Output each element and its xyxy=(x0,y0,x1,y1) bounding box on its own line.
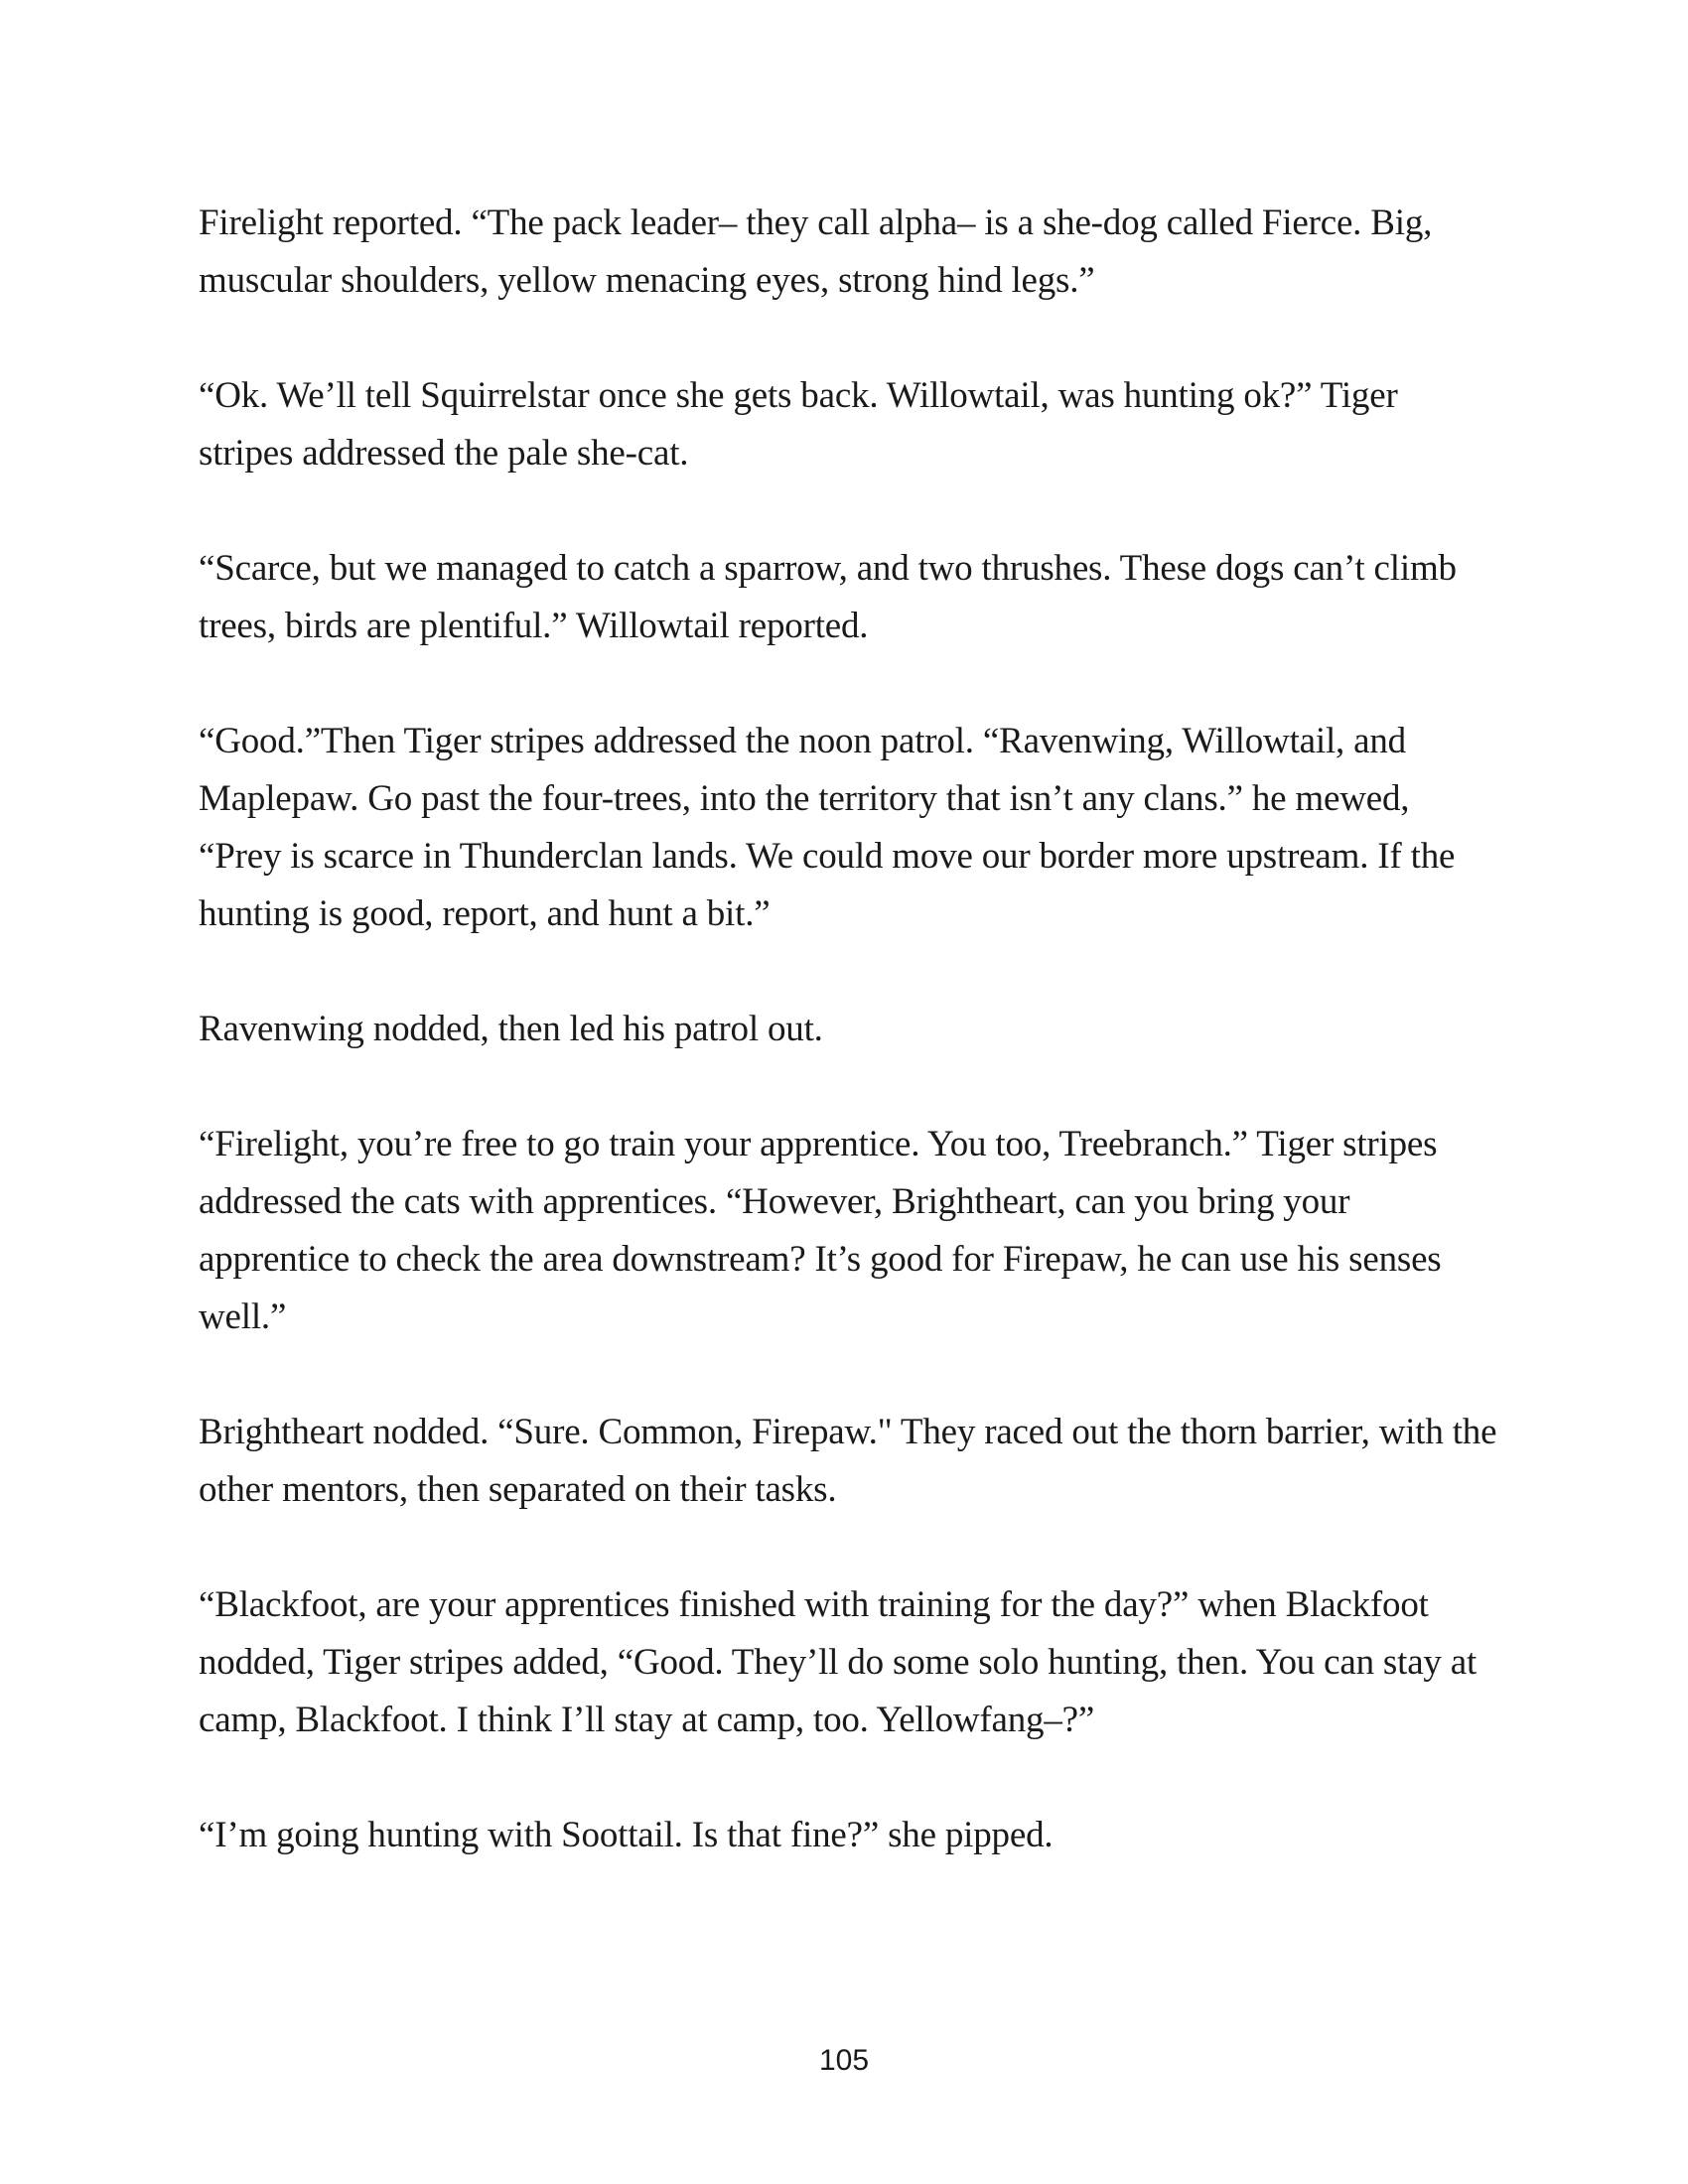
page-number: 105 xyxy=(818,2044,870,2077)
paragraph-1: Firelight reported. “The pack leader– they call alpha– is a she-dog called Fierce. Big, muscular shoulders, yellow menacing eyes, strong hind legs.” xyxy=(199,203,1433,301)
paragraph-3: “Scarce, but we managed to catch a sparrow, and two thrushes. These dogs can’t climb trees, birds are plentiful.” Willowtail reported. xyxy=(199,548,1457,646)
paragraph-5: Ravenwing nodded, then led his patrol out. xyxy=(199,1009,823,1049)
paragraph-6: “Firelight, you’re free to go train your apprentice. You too, Treebranch.” Tiger stripes addressed the cats with apprentices. “However, Brightheart, can you bring your apprentice to check the area downstream? It’s good for Firepaw, he can use his senses well.” xyxy=(199,1124,1442,1337)
paragraph-2: “Ok. We’ll tell Squirrelstar once she gets back. Willowtail, was hunting ok?” Tiger stripes addressed the pale she-cat. xyxy=(199,375,1398,474)
paragraph-9: “I’m going hunting with Soottail. Is that fine?” she pipped. xyxy=(199,1815,1054,1855)
paragraph-4: “Good.”Then Tiger stripes addressed the noon patrol. “Ravenwing, Willowtail, and Maplepaw. Go past the four-trees, into the territory that isn’t any clans.” he mewed, “Prey is scarce in Thunderclan lands. We could move our border more upstream. If the hunting is good, report, and hunt a bit.” xyxy=(199,721,1456,934)
paragraph-8: “Blackfoot, are your apprentices finished with training for the day?” when Blackfoot nodded, Tiger stripes added, “Good. They’ll do some solo hunting, then. You can stay at camp, Blackfoot. I think I’ll stay at camp, too. Yellowfang–?” xyxy=(199,1584,1477,1740)
body-text xyxy=(199,195,1499,1922)
paragraph-7: Brightheart nodded. “Sure. Common, Firepaw." They raced out the thorn barrier, with the other mentors, then separated on their tasks. xyxy=(199,1412,1497,1510)
